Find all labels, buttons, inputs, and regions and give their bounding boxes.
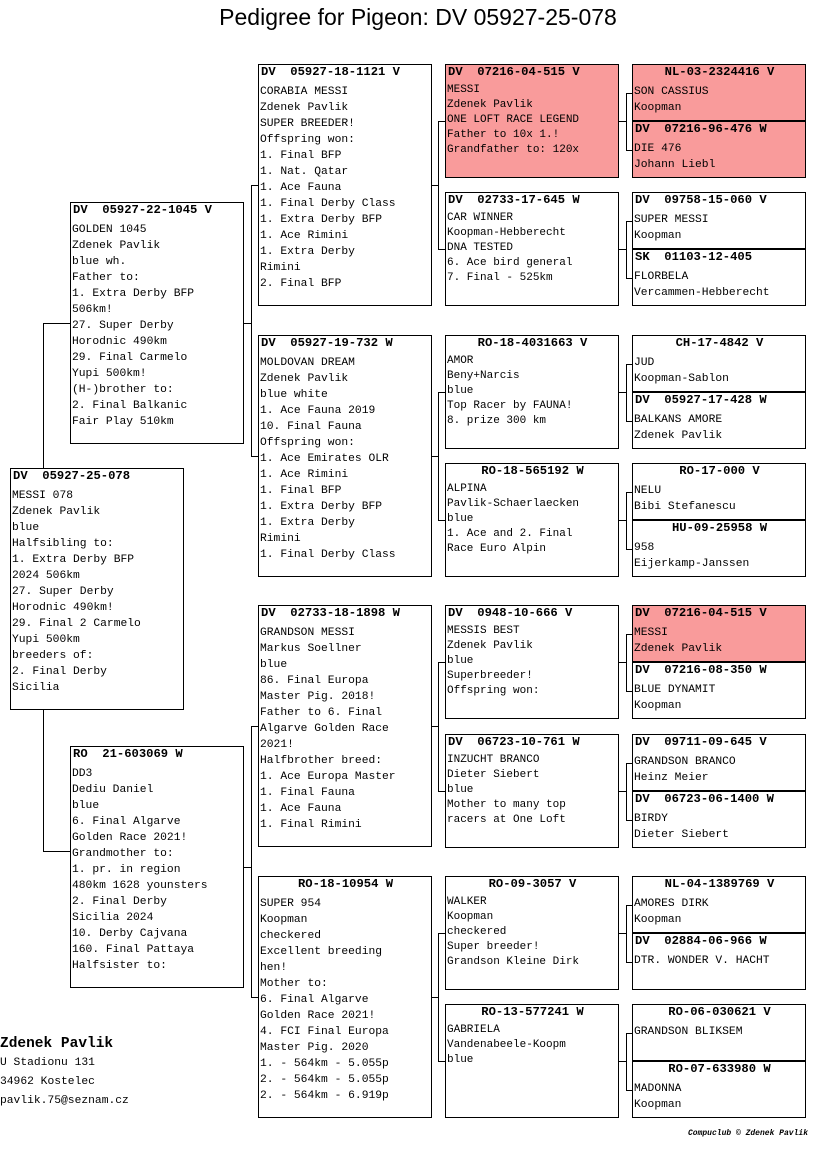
ring-number: DV 09711-09-645 V	[635, 735, 767, 749]
pigeon-info-line: 2. Final Derby	[12, 666, 107, 678]
connector-line	[626, 634, 632, 635]
pigeon-info-line: Yupi 500km!	[72, 368, 147, 380]
pigeon-info-line: 1. Ace and 2. Final	[447, 528, 573, 540]
pigeon-info-line: INZUCHT BRANCO	[447, 754, 540, 766]
great-grandparent-card	[445, 192, 619, 306]
connector-line	[251, 185, 252, 456]
connector-line	[626, 364, 627, 421]
connector-line	[619, 933, 626, 934]
ring-number: DV 05927-18-1121 V	[261, 65, 400, 79]
connector-line	[619, 249, 626, 250]
connector-line	[626, 93, 632, 94]
ring-number: RO-13-577241 W	[481, 1005, 584, 1019]
ring-number: DV 07216-04-515 V	[635, 606, 767, 620]
pigeon-info-line: CORABIA MESSI	[260, 86, 349, 98]
connector-line	[438, 933, 445, 934]
pigeon-info-line: BLUE DYNAMIT	[634, 684, 716, 696]
pigeon-info-line: BALKANS AMORE	[634, 414, 723, 426]
pigeon-info-line: Zdenek Pavlik	[447, 99, 533, 111]
connector-line	[619, 121, 626, 122]
pigeon-info-line: Dediu Daniel	[72, 784, 154, 796]
connector-line	[626, 1033, 632, 1034]
ring-number: SK 01103-12-405	[635, 250, 753, 264]
pigeon-info-line: Father to:	[72, 272, 140, 284]
pigeon-info-line: ONE LOFT RACE LEGEND	[447, 114, 580, 126]
pigeon-info-line: 6. Final Algarve	[260, 994, 369, 1006]
connector-line	[626, 905, 632, 906]
ring-number: RO-18-565192 W	[481, 464, 584, 478]
pigeon-info-line: Sicilia 2024	[72, 912, 154, 924]
pigeon-info-line: blue	[72, 800, 100, 812]
pigeon-info-line: 1. pr. in region	[72, 864, 181, 876]
connector-line	[626, 962, 632, 963]
pigeon-info-line: Koopman	[634, 1099, 682, 1111]
connector-line	[626, 221, 627, 278]
pigeon-info-line: Zdenek Pavlik	[12, 506, 101, 518]
ring-number: RO-18-10954 W	[297, 877, 394, 891]
pigeon-info-line: Zdenek Pavlik	[634, 643, 723, 655]
connector-line	[626, 421, 632, 422]
grandparent-card	[258, 335, 432, 577]
pigeon-info-line: Koopman-Sablon	[634, 373, 729, 385]
pigeon-info-line: checkered	[260, 930, 322, 942]
pigeon-info-line: 4. FCI Final Europa	[260, 1026, 389, 1038]
pigeon-info-line: SUPER MESSI	[634, 214, 709, 226]
connector-line	[438, 392, 445, 393]
great-great-grandparent-card	[632, 192, 806, 249]
connector-line	[626, 492, 627, 549]
dam-card	[70, 746, 244, 988]
connector-line	[626, 905, 627, 962]
great-grandparent-card	[445, 335, 619, 449]
sire-card	[70, 202, 244, 444]
pigeon-info-line: 86. Final Europa	[260, 675, 369, 687]
pigeon-info-line: BIRDY	[634, 813, 668, 825]
pigeon-info-line: SON CASSIUS	[634, 86, 709, 98]
pigeon-info-line: 29. Final 2 Carmelo	[12, 618, 141, 630]
pigeon-info-line: 1. Ace Rimini	[260, 230, 349, 242]
pigeon-info-line: 160. Final Pattaya	[72, 944, 195, 956]
pigeon-info-line: 2024 506km	[12, 570, 80, 582]
ring-number: CH-17-4842 V	[675, 336, 764, 350]
pigeon-info-line: blue	[447, 513, 474, 525]
pigeon-info-line: Koopman	[634, 102, 682, 114]
pigeon-info-line: Zdenek Pavlik	[634, 430, 723, 442]
pigeon-info-line: Beny+Narcis	[447, 370, 520, 382]
pigeon-info-line: blue	[260, 659, 288, 671]
ring-number: RO-09-3057 V	[488, 877, 577, 891]
pigeon-info-line: Zdenek Pavlik	[72, 240, 161, 252]
connector-line	[626, 763, 632, 764]
pigeon-info-line: GOLDEN 1045	[72, 224, 147, 236]
connector-line	[626, 634, 627, 691]
connector-line	[43, 710, 44, 851]
ring-number: RO-06-030621 V	[668, 1005, 771, 1019]
connector-line	[619, 1061, 626, 1062]
pigeon-info-line: blue white	[260, 389, 328, 401]
connector-line	[251, 726, 258, 727]
great-grandparent-card	[445, 64, 619, 178]
pigeon-info-line: Golden Race 2021!	[72, 832, 188, 844]
pigeon-info-line: NELU	[634, 485, 662, 497]
pigeon-info-line: 10. Derby Cajvana	[72, 928, 188, 940]
pigeon-info-line: Super breeder!	[447, 941, 540, 953]
pigeon-info-line: Zdenek Pavlik	[260, 102, 349, 114]
great-grandparent-card	[445, 876, 619, 990]
pigeon-info-line: Offspring won:	[260, 134, 355, 146]
ring-number: DV 02733-17-645 W	[448, 193, 580, 207]
pigeon-info-line: 27. Super Derby	[72, 320, 174, 332]
pigeon-info-line: 7. Final - 525km	[447, 272, 553, 284]
connector-line	[626, 1090, 632, 1091]
pigeon-info-line: MESSI 078	[12, 490, 74, 502]
pigeon-info-line: 27. Super Derby	[12, 586, 114, 598]
connector-line	[43, 323, 70, 324]
connector-line	[626, 820, 632, 821]
owner-name: Zdenek Pavlik	[0, 1036, 114, 1052]
pigeon-info-line: Offspring won:	[447, 685, 540, 697]
pigeon-info-line: 1. Extra Derby BFP	[260, 214, 383, 226]
great-great-grandparent-card	[632, 121, 806, 178]
pigeon-info-line: 1. Extra Derby	[260, 517, 355, 529]
pigeon-info-line: blue	[447, 1054, 474, 1066]
ring-number: RO-18-4031663 V	[477, 336, 588, 350]
pigeon-info-line: Zdenek Pavlik	[447, 640, 533, 652]
pigeon-info-line: Master Pig. 2018!	[260, 691, 376, 703]
great-grandparent-card	[445, 463, 619, 577]
pigeon-info-line: Johann Liebl	[634, 159, 716, 171]
pigeon-info-line: 6. Ace bird general	[447, 257, 573, 269]
pigeon-info-line: 1. Final Fauna	[260, 787, 355, 799]
great-grandparent-card	[445, 734, 619, 848]
pigeon-info-line: JUD	[634, 357, 655, 369]
pigeon-info-line: 1. Ace Fauna 2019	[260, 405, 376, 417]
great-great-grandparent-card	[632, 392, 806, 449]
ring-number: DV 05927-25-078	[13, 469, 131, 483]
pigeon-info-line: 1. Final Derby Class	[260, 549, 396, 561]
pigeon-info-line: Yupi 500km	[12, 634, 80, 646]
connector-line	[438, 662, 445, 663]
connector-line	[626, 1033, 627, 1090]
pigeon-info-line: GRANDSON BRANCO	[634, 756, 736, 768]
pigeon-info-line: Grandson Kleine Dirk	[447, 956, 580, 968]
pigeon-info-line: AMORES DIRK	[634, 898, 709, 910]
connector-line	[251, 726, 252, 997]
pigeon-info-line: Pavlik-Schaerlaecken	[447, 498, 580, 510]
ring-number: DV 02733-18-1898 W	[261, 606, 400, 620]
great-great-grandparent-card	[632, 463, 806, 520]
copyright-footer: Compuclub © Zdenek Pavlik	[687, 1129, 808, 1138]
pigeon-info-line: 29. Final Carmelo	[72, 352, 188, 364]
owner-street: U Stadionu 131	[0, 1057, 95, 1069]
connector-line	[43, 323, 44, 468]
connector-line	[626, 93, 627, 150]
great-grandparent-card	[445, 1004, 619, 1118]
pigeon-info-line: Koopman	[634, 914, 682, 926]
pigeon-info-line: 480km 1628 younsters	[72, 880, 208, 892]
pigeon-info-line: Eijerkamp-Janssen	[634, 558, 750, 570]
grandparent-card	[258, 876, 432, 1118]
pigeon-info-line: DTR. WONDER V. HACHT	[634, 955, 770, 967]
ring-number: DV 05927-17-428 W	[635, 393, 767, 407]
great-great-grandparent-card	[632, 734, 806, 791]
pigeon-info-line: GRANDSON BLIKSEM	[634, 1026, 743, 1038]
pigeon-info-line: 6. Final Algarve	[72, 816, 181, 828]
pigeon-info-line: Grandmother to:	[72, 848, 174, 860]
grandparent-card	[258, 605, 432, 847]
pigeon-info-line: hen!	[260, 962, 288, 974]
pigeon-info-line: Master Pig. 2020	[260, 1042, 369, 1054]
pigeon-info-line: Top Racer by FAUNA!	[447, 400, 573, 412]
pigeon-info-line: Fair Play 510km	[72, 416, 174, 428]
pigeon-info-line: Heinz Meier	[634, 772, 709, 784]
pigeon-info-line: Vandenabeele-Koopm	[447, 1039, 566, 1051]
pigeon-info-line: 1. Final BFP	[260, 485, 342, 497]
pigeon-info-line: 1. Ace Emirates OLR	[260, 453, 389, 465]
connector-line	[438, 249, 445, 250]
pigeon-info-line: FLORBELA	[634, 271, 689, 283]
pigeon-info-line: DD3	[72, 768, 93, 780]
pigeon-info-line: Algarve Golden Race	[260, 723, 389, 735]
ring-number: HU-09-25958 W	[671, 521, 768, 535]
connector-line	[438, 933, 439, 1061]
pigeon-info-line: 958	[634, 542, 655, 554]
pigeon-info-line: 1. Extra Derby BFP	[260, 501, 383, 513]
pigeon-info-line: Bibi Stefanescu	[634, 501, 736, 513]
great-great-grandparent-card	[632, 1004, 806, 1061]
connector-line	[619, 520, 626, 521]
ring-number: DV 06723-10-761 W	[448, 735, 580, 749]
pigeon-info-line: Mother to:	[260, 978, 328, 990]
grandparent-card	[258, 64, 432, 306]
ring-number: DV 09758-15-060 V	[635, 193, 767, 207]
connector-line	[619, 791, 626, 792]
pigeon-info-line: Father to 6. Final	[260, 707, 383, 719]
subject-pigeon-card	[10, 468, 184, 710]
pigeon-info-line: Halfsibling to:	[12, 538, 114, 550]
pigeon-info-line: 2. - 564km - 5.055p	[260, 1074, 389, 1086]
pigeon-info-line: 1. Ace Rimini	[260, 469, 349, 481]
pigeon-info-line: racers at One Loft	[447, 814, 566, 826]
pigeon-info-line: Koopman	[634, 700, 682, 712]
pigeon-info-line: Offspring won:	[260, 437, 355, 449]
pigeon-info-line: 1. Ace Fauna	[260, 182, 342, 194]
connector-line	[438, 392, 439, 520]
great-great-grandparent-card	[632, 791, 806, 848]
ring-number: DV 05927-19-732 W	[261, 336, 393, 350]
pigeon-info-line: Father to 10x 1.!	[447, 129, 560, 141]
connector-line	[438, 791, 445, 792]
owner-city: 34962 Kostelec	[0, 1076, 95, 1088]
pigeon-info-line: 2. Final Balkanic	[72, 400, 188, 412]
pigeon-info-line: 1. Extra Derby BFP	[12, 554, 135, 566]
pigeon-info-line: 2021!	[260, 739, 294, 751]
ring-number: DV 05927-22-1045 V	[73, 203, 212, 217]
pigeon-info-line: Halfbrother breed:	[260, 755, 383, 767]
ring-number: DV 02884-06-966 W	[635, 934, 767, 948]
great-great-grandparent-card	[632, 335, 806, 392]
connector-line	[43, 851, 70, 852]
owner-block	[0, 1034, 129, 1111]
pigeon-info-line: Excellent breeding	[260, 946, 383, 958]
ring-number: DV 07216-08-350 W	[635, 663, 767, 677]
great-great-grandparent-card	[632, 933, 806, 990]
pigeon-info-line: (H-)brother to:	[72, 384, 174, 396]
pigeon-info-line: 1. - 564km - 5.055p	[260, 1058, 389, 1070]
pigeon-info-line: Golden Race 2021!	[260, 1010, 376, 1022]
pigeon-info-line: Vercammen-Hebberecht	[634, 287, 770, 299]
pigeon-info-line: ALPINA	[447, 483, 487, 495]
page-title: Pedigree for Pigeon: DV 05927-25-078	[219, 4, 617, 30]
pigeon-info-line: blue	[447, 385, 474, 397]
great-grandparent-card	[445, 605, 619, 719]
pigeon-info-line: breeders of:	[12, 650, 94, 662]
pigeon-info-line: Grandfather to: 120x	[447, 144, 580, 156]
pigeon-info-line: blue	[447, 784, 474, 796]
connector-line	[244, 323, 251, 324]
pigeon-info-line: 10. Final Fauna	[260, 421, 362, 433]
pigeon-info-line: Dieter Siebert	[634, 829, 729, 841]
ring-number: RO-17-000 V	[679, 464, 760, 478]
pigeon-info-line: 2. Final BFP	[260, 278, 342, 290]
connector-line	[626, 221, 632, 222]
connector-line	[626, 150, 632, 151]
pigeon-info-line: 8. prize 300 km	[447, 415, 547, 427]
pigeon-info-line: Mother to many top	[447, 799, 566, 811]
pigeon-info-line: Horodnic 490km!	[12, 602, 114, 614]
pigeon-info-line: 2. Final Derby	[72, 896, 167, 908]
pigeon-info-line: GRANDSON MESSI	[260, 627, 355, 639]
pigeon-info-line: 506km!	[72, 304, 113, 316]
pigeon-info-line: AMOR	[447, 355, 474, 367]
connector-line	[438, 520, 445, 521]
connector-line	[626, 278, 632, 279]
pigeon-info-line: Superbreeder!	[447, 670, 533, 682]
connector-line	[251, 185, 258, 186]
pigeon-info-line: 1. Ace Europa Master	[260, 771, 396, 783]
pigeon-info-line: 1. Extra Derby BFP	[72, 288, 195, 300]
great-great-grandparent-card	[632, 1061, 806, 1118]
connector-line	[438, 121, 439, 249]
great-great-grandparent-card	[632, 64, 806, 121]
pigeon-info-line: Rimini	[260, 533, 301, 545]
pigeon-info-line: Dieter Siebert	[447, 769, 540, 781]
ring-number: DV 0948-10-666 V	[448, 606, 573, 620]
ring-number: RO 21-603069 W	[73, 747, 183, 761]
pigeon-info-line: blue	[447, 655, 474, 667]
pigeon-info-line: MESSI	[447, 84, 481, 96]
connector-line	[438, 662, 439, 791]
pigeon-info-line: SUPER 954	[260, 898, 322, 910]
great-great-grandparent-card	[632, 605, 806, 662]
great-great-grandparent-card	[632, 520, 806, 577]
connector-line	[438, 1061, 445, 1062]
ring-number: DV 07216-04-515 V	[448, 65, 580, 79]
pigeon-info-line: Koopman	[260, 914, 308, 926]
connector-line	[244, 867, 251, 868]
pigeon-info-line: Koopman	[634, 230, 682, 242]
connector-line	[438, 121, 445, 122]
pigeon-info-line: Koopman	[447, 911, 494, 923]
pigeon-info-line: 2. - 564km - 6.919p	[260, 1090, 389, 1102]
pigeon-info-line: checkered	[447, 926, 507, 938]
pigeon-info-line: 1. Nat. Qatar	[260, 166, 349, 178]
pigeon-info-line: CAR WINNER	[447, 212, 514, 224]
great-great-grandparent-card	[632, 662, 806, 719]
pigeon-info-line: 1. Final Derby Class	[260, 198, 396, 210]
owner-email[interactable]: pavlik.75@seznam.cz	[0, 1095, 129, 1107]
pigeon-info-line: 1. Final Rimini	[260, 819, 362, 831]
connector-line	[619, 662, 626, 663]
connector-line	[251, 456, 258, 457]
pigeon-info-line: 1. Ace Fauna	[260, 803, 342, 815]
pigeon-info-line: DNA TESTED	[447, 242, 514, 254]
ring-number: DV 07216-96-476 W	[635, 122, 767, 136]
connector-line	[626, 763, 627, 820]
pigeon-info-line: SUPER BREEDER!	[260, 118, 355, 130]
pigeon-info-line: MADONNA	[634, 1083, 682, 1095]
pigeon-info-line: MESSIS BEST	[447, 625, 520, 637]
connector-line	[626, 691, 632, 692]
pigeon-info-line: Sicilia	[12, 682, 60, 694]
connector-line	[626, 549, 632, 550]
pigeon-info-line: GABRIELA	[447, 1024, 500, 1036]
pigeon-info-line: Race Euro Alpin	[447, 543, 547, 555]
ring-number: NL-04-1389769 V	[664, 877, 775, 891]
connector-line	[251, 997, 258, 998]
ring-number: NL-03-2324416 V	[664, 65, 775, 79]
pigeon-info-line: MESSI	[634, 627, 668, 639]
pigeon-info-line: blue wh.	[72, 256, 127, 268]
connector-line	[626, 492, 632, 493]
great-great-grandparent-card	[632, 876, 806, 933]
great-great-grandparent-card	[632, 249, 806, 306]
ring-number: DV 06723-06-1400 W	[635, 792, 774, 806]
pigeon-info-line: Rimini	[260, 262, 301, 274]
connector-line	[626, 364, 632, 365]
pigeon-info-line: Halfsister to:	[72, 960, 167, 972]
pigeon-info-line: 1. Final BFP	[260, 150, 342, 162]
pigeon-info-line: Markus Soellner	[260, 643, 362, 655]
pigeon-info-line: MOLDOVAN DREAM	[260, 357, 355, 369]
connector-line	[619, 392, 626, 393]
pigeon-info-line: blue	[12, 522, 40, 534]
pigeon-info-line: Horodnic 490km	[72, 336, 167, 348]
pigeon-info-line: Koopman-Hebberecht	[447, 227, 566, 239]
ring-number: RO-07-633980 W	[668, 1062, 771, 1076]
pigeon-info-line: 1. Extra Derby	[260, 246, 355, 258]
pigeon-info-line: WALKER	[447, 896, 487, 908]
pigeon-info-line: DIE 476	[634, 143, 682, 155]
pigeon-info-line: Zdenek Pavlik	[260, 373, 349, 385]
